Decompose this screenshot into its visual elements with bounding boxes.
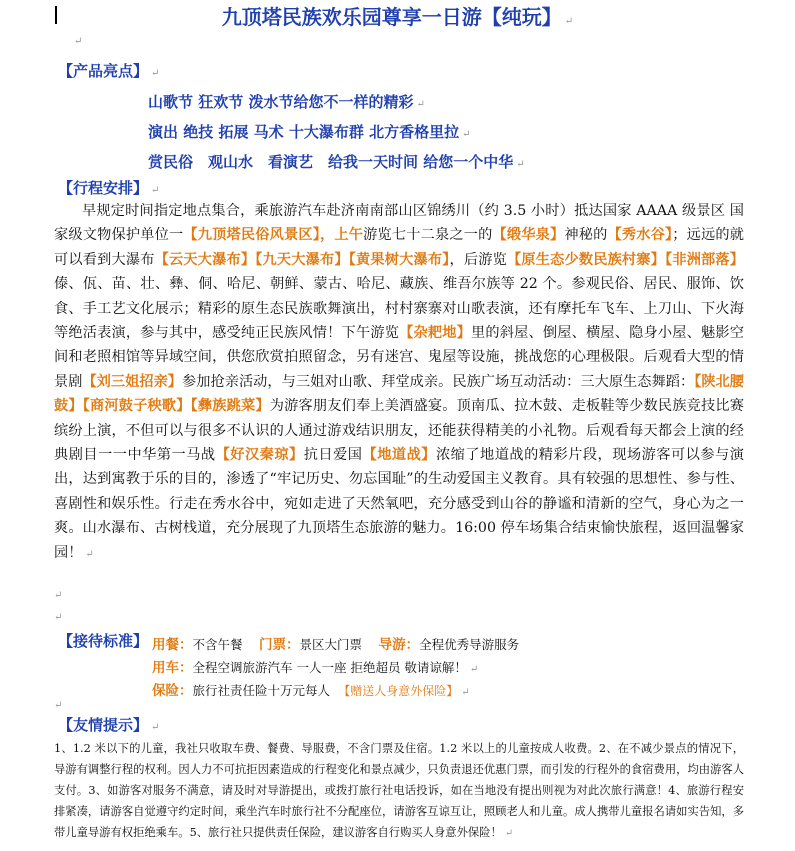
paragraph-mark-icon: ↵	[504, 828, 514, 839]
tips-text: 1、1.2 米以下的儿童，我社只收取车费、餐费、导服费，不含门票及住宿。1.2 米以上的儿童按成人收费。2、在不减少景点的情况下，导游有调整行程的权利。因人力不可抗拒因素造成的行程变化和景点减少，只负责退还优惠门票，而引发的行程外的食宿费用，均由游客人支付。3、如游客对服务不满意，请及时对导游提出，或拨打旅行社电话投诉，如在当地没有提出则视为对此次旅行满意！4、旅游行程安排紧凑，请游客自觉遵守约定时间，乘坐汽车时旅行社不分配座位，请游客互谅互让，照顾老人和儿童。成人携带儿童报名请如实告知，多带儿童导游有权拒绝乘车。5、旅行社只提供责任保险，建议游客自行购买人身意外保险！	[54, 742, 744, 839]
highlight-line-1-text: 山歌节 狂欢节 泼水节给您不一样的精彩	[148, 93, 414, 111]
itinerary-highlight: 【九顶塔民俗风景区】，上午	[183, 227, 364, 244]
reception-heading-text: 【接待标准】	[58, 632, 149, 650]
itinerary-text: 浓缩了地道战的精彩片段，现场游客可以参与演出，达到寓教于乐的目的，渗透了“牢记历史、勿忘国耻”的生动爱国主义教育。具有较强的思想性、参与性、喜剧性和娱乐性。行走在秀水谷中，宛如走进了天然氧吧，充分感受到山谷的静谧和清新的空气，身心为之一爽。山水瀑布、古树栈道，充分展现了九顶塔生态旅游的魅力。16:00 停车场集合结束愉快旅程，返回温馨家园！	[54, 447, 744, 561]
itinerary-heading-text: 【行程安排】	[58, 179, 149, 197]
highlights-heading[interactable]	[58, 60, 159, 81]
itinerary-highlight: 【刘三姐招亲】	[82, 373, 183, 390]
reception-row-insurance[interactable]	[152, 679, 470, 699]
highlight-line-3[interactable]	[148, 151, 525, 172]
itinerary-highlight: 【缎华泉】	[492, 227, 565, 244]
paragraph-mark-icon: ↵	[416, 99, 425, 110]
paragraph-mark-icon: ↵	[469, 664, 479, 675]
paragraph-mark-icon: ↵	[85, 548, 94, 560]
paragraph-mark-icon: ↵	[564, 16, 574, 27]
itinerary-text: ，后游览	[449, 251, 507, 268]
paragraph-mark-icon: ↵	[151, 68, 160, 79]
itinerary-text: ；远远的就可以看到大瀑布	[54, 227, 744, 268]
meal-label: 用餐：	[152, 637, 193, 653]
insurance-value: 旅行社责任险十万元每人	[192, 683, 331, 698]
itinerary-text: 参加抢亲活动，与三姐对山歌、拜堂成亲。民族广场互动活动：三大原生态舞蹈：	[182, 373, 695, 390]
tips-paragraph[interactable]	[54, 738, 744, 844]
reception-heading[interactable]	[58, 630, 148, 651]
vehicle-value: 全程空调旅游汽车 一人一座 拒绝超员 敬请谅解！	[192, 660, 467, 675]
itinerary-text: 为游客朋友们奉上美酒盛宴。顶南瓜、拉木鼓、走板鞋等少数民族竞技比赛缤纷上演，不但可以与很多不认识的人通过游戏结识朋友，还能获得精美的小礼物。后观看每天都会上演的经典剧目一一中华第一马战	[54, 398, 744, 464]
empty-paragraph: ↵	[54, 612, 63, 623]
itinerary-highlight: 【原生态少数民族村寨】【非洲部落】	[506, 251, 744, 268]
itinerary-heading[interactable]	[58, 177, 159, 198]
guide-value: 全程优秀导游服务	[419, 637, 520, 652]
ticket-label: 门票：	[259, 637, 300, 653]
itinerary-text: 傣、佤、苗、壮、彝、侗、哈尼、朝鲜、蒙古、哈尼、藏族、维吾尔族等 22 个。参观民俗、居民、服饰、饮食、手工艺文化展示；精彩的原生态民族歌舞演出，村村寨寨对山歌表演，还有摩托车飞车、上刀山、下火海等绝活表演，参与其中，感受纯正民族风情！下午游览	[54, 276, 744, 342]
ticket-value: 景区大门票	[299, 637, 363, 652]
tips-heading[interactable]	[58, 714, 159, 735]
highlight-line-3-text: 赏民俗 观山水 看演艺 给我一天时间 给您一个中华	[148, 153, 514, 171]
itinerary-highlight: 【地道战】	[362, 447, 436, 464]
empty-paragraph: ↵	[74, 36, 83, 47]
vehicle-label: 用车：	[152, 660, 193, 676]
itinerary-text: 早规定时间指定地点集合，乘旅游汽车赴济南南部山区锦绣川（约 3.5 小时）抵达国家 AAAA 级景区 国家级文物保护单位一	[54, 203, 744, 244]
paragraph-mark-icon: ↵	[151, 185, 160, 196]
itinerary-highlight: 【杂耙地】	[399, 325, 471, 342]
title-text: 九顶塔民族欢乐园尊享一日游【纯玩】	[221, 5, 562, 29]
highlight-line-2[interactable]	[148, 121, 471, 142]
itinerary-highlight: 【陕北腰鼓】【商河鼓子秧歌】【彝族跳菜】	[54, 373, 744, 415]
meal-value: 不含午餐	[192, 637, 243, 652]
itinerary-text: 抗日爱国	[303, 447, 363, 464]
itinerary-highlight: 【云天大瀑布】【九天大瀑布】【黄果树大瀑布】	[154, 251, 450, 268]
insurance-label: 保险：	[152, 683, 193, 699]
highlight-line-1[interactable]	[148, 91, 425, 112]
highlight-line-2-text: 演出 绝技 拓展 马术 十大瀑布群 北方香格里拉	[148, 123, 460, 141]
paragraph-mark-icon: ↵	[462, 129, 471, 140]
insurance-note: 【赠送人身意外保险】	[338, 684, 459, 698]
guide-label: 导游：	[378, 637, 420, 653]
paragraph-mark-icon: ↵	[151, 722, 160, 733]
empty-paragraph: ↵	[54, 590, 63, 601]
itinerary-text: 神秘的	[564, 227, 608, 244]
itinerary-paragraph[interactable]	[54, 199, 744, 567]
itinerary-highlight: 【秀水谷】	[607, 227, 673, 244]
itinerary-text: 里的斜屋、倒屋、横屋、隐身小屋、魅影空间和老照相馆等异域空间，供您欣赏拍照留念，另有迷宫、鬼屋等设施，挑战您的心理极限。后观看大型的情景剧	[54, 325, 744, 390]
itinerary-text: 游览七十二泉之一的	[363, 227, 493, 244]
tips-heading-text: 【友情提示】	[58, 716, 149, 734]
empty-paragraph: ↵	[54, 700, 63, 711]
document-title[interactable]	[0, 1, 795, 30]
paragraph-mark-icon: ↵	[516, 159, 525, 170]
itinerary-highlight: 【好汉秦琼】	[215, 447, 304, 464]
paragraph-mark-icon: ↵	[461, 687, 470, 698]
reception-row-meal-ticket-guide[interactable]	[152, 633, 519, 653]
highlights-heading-text: 【产品亮点】	[58, 62, 149, 80]
reception-row-vehicle[interactable]	[152, 656, 478, 676]
